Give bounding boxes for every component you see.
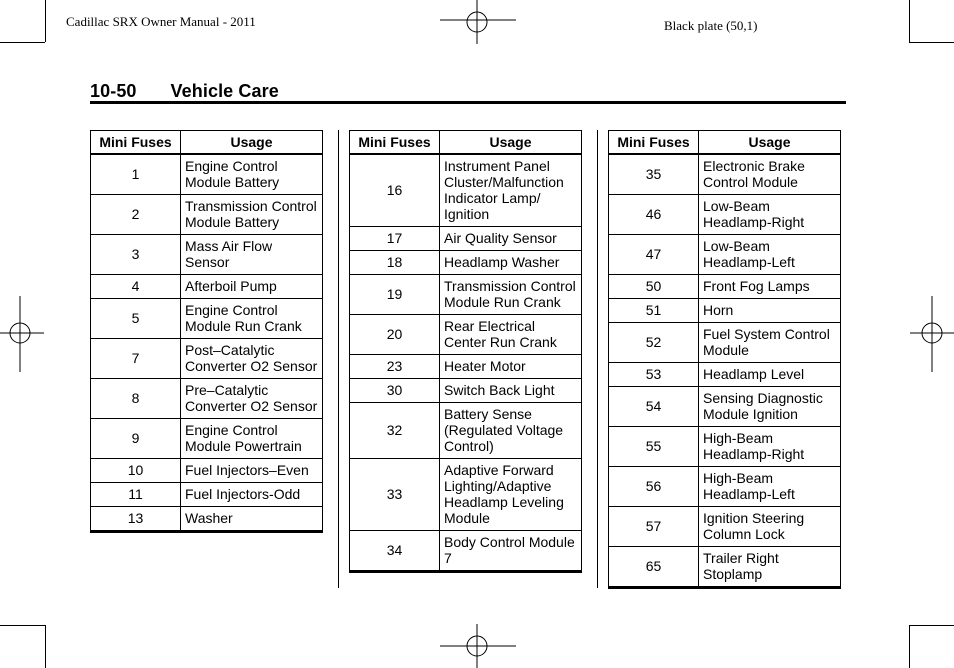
table-row: [609, 154, 841, 195]
fuse-number-cell: 8: [91, 379, 181, 419]
fuse-table-2: [349, 130, 582, 573]
table-row: [609, 507, 841, 547]
table-row: [91, 275, 323, 299]
fuse-number-cell: 13: [91, 507, 181, 532]
fuse-number-cell: 23: [350, 355, 440, 379]
heading-rule: [90, 101, 846, 104]
fuse-number-cell: 55: [609, 427, 699, 467]
table-row: [91, 195, 323, 235]
fuse-usage-cell: High-Beam Headlamp-Left: [699, 467, 841, 507]
fuse-usage-cell: Air Quality Sensor: [440, 227, 582, 251]
fuse-usage-cell: Mass Air Flow Sensor: [181, 235, 323, 275]
fuse-usage-cell: Fuel Injectors-Odd: [181, 483, 323, 507]
crop-mark: [909, 625, 954, 626]
page-number: 10-50: [90, 81, 137, 101]
fuse-usage-cell: Engine Control Module Battery: [181, 154, 323, 195]
fuse-number-cell: 30: [350, 379, 440, 403]
fuse-number-cell: 1: [91, 154, 181, 195]
fuse-usage-cell: Pre–Catalytic Converter O2 Sensor: [181, 379, 323, 419]
plate-label: Black plate (50,1): [664, 18, 758, 33]
fuse-number-cell: 19: [350, 275, 440, 315]
table-row: [350, 403, 582, 459]
fuse-number-cell: 52: [609, 323, 699, 363]
fuse-usage-cell: Heater Motor: [440, 355, 582, 379]
fuse-number-cell: 11: [91, 483, 181, 507]
fuse-number-cell: 54: [609, 387, 699, 427]
fuse-usage-cell: Washer: [181, 507, 323, 532]
fuse-number-cell: 4: [91, 275, 181, 299]
fuse-usage-cell: Rear Electrical Center Run Crank: [440, 315, 582, 355]
fuse-usage-cell: High-Beam Headlamp-Right: [699, 427, 841, 467]
fuse-number-cell: 9: [91, 419, 181, 459]
fuse-number-cell: 5: [91, 299, 181, 339]
table-row: [609, 323, 841, 363]
fuse-usage-cell: Horn: [699, 299, 841, 323]
fuse-number-cell: 65: [609, 547, 699, 588]
table-row: [609, 387, 841, 427]
table-row: [350, 355, 582, 379]
page-heading: [90, 81, 279, 102]
table-row: [350, 459, 582, 531]
fuse-number-cell: 56: [609, 467, 699, 507]
table-row: [609, 427, 841, 467]
fuse-number-cell: 34: [350, 531, 440, 572]
crop-mark: [0, 625, 45, 626]
table-row: [609, 235, 841, 275]
fuse-number-cell: 47: [609, 235, 699, 275]
column-divider: [597, 130, 598, 588]
table-row: [91, 235, 323, 275]
table-row: [609, 467, 841, 507]
column-divider: [338, 130, 339, 588]
fuse-usage-cell: Battery Sense (Regulated Voltage Control): [440, 403, 582, 459]
fuse-number-cell: 33: [350, 459, 440, 531]
table-row: [350, 251, 582, 275]
table-row: [350, 227, 582, 251]
table-row: [609, 299, 841, 323]
table-row: [91, 459, 323, 483]
table-row: [91, 154, 323, 195]
fuse-usage-cell: Body Control Module 7: [440, 531, 582, 572]
fuse-number-cell: 16: [350, 154, 440, 227]
fuse-usage-cell: Sensing Diagnostic Module Ignition: [699, 387, 841, 427]
crop-mark: [45, 0, 46, 42]
table-row: [350, 275, 582, 315]
fuse-usage-cell: Low-Beam Headlamp-Left: [699, 235, 841, 275]
registration-mark-icon: [0, 296, 44, 372]
fuse-usage-cell: Headlamp Washer: [440, 251, 582, 275]
fuse-usage-cell: Switch Back Light: [440, 379, 582, 403]
fuse-number-cell: 18: [350, 251, 440, 275]
table-row: [91, 339, 323, 379]
table-row: [350, 315, 582, 355]
fuse-usage-cell: Fuel System Control Module: [699, 323, 841, 363]
table-row: [91, 483, 323, 507]
fuse-usage-cell: Headlamp Level: [699, 363, 841, 387]
fuse-usage-cell: Front Fog Lamps: [699, 275, 841, 299]
fuse-usage-cell: Ignition Steering Column Lock: [699, 507, 841, 547]
fuse-usage-cell: Low-Beam Headlamp-Right: [699, 195, 841, 235]
table-row: [91, 419, 323, 459]
table-row: [91, 379, 323, 419]
table-row: [609, 275, 841, 299]
fuse-number-cell: 20: [350, 315, 440, 355]
table-row: [609, 547, 841, 588]
fuse-table-1: [90, 130, 323, 533]
fuse-usage-cell: Fuel Injectors–Even: [181, 459, 323, 483]
column-header-usage: Usage: [440, 131, 582, 155]
fuse-table-3: [608, 130, 841, 589]
registration-mark-icon: [440, 0, 516, 44]
column-header-mini-fuses: Mini Fuses: [350, 131, 440, 155]
fuse-number-cell: 2: [91, 195, 181, 235]
fuse-usage-cell: Afterboil Pump: [181, 275, 323, 299]
fuse-number-cell: 7: [91, 339, 181, 379]
crop-mark: [909, 625, 910, 668]
fuse-usage-cell: Post–Catalytic Converter O2 Sensor: [181, 339, 323, 379]
fuse-usage-cell: Transmission Control Module Run Crank: [440, 275, 582, 315]
fuse-usage-cell: Adaptive Forward Lighting/Adaptive Headlamp Leveling Module: [440, 459, 582, 531]
fuse-usage-cell: Trailer Right Stoplamp: [699, 547, 841, 588]
table-row: [350, 379, 582, 403]
table-header-row: [350, 131, 582, 155]
fuse-number-cell: 3: [91, 235, 181, 275]
fuse-usage-cell: Engine Control Module Run Crank: [181, 299, 323, 339]
registration-mark-icon: [910, 296, 954, 372]
table-row: [350, 154, 582, 227]
crop-mark: [909, 42, 954, 43]
fuse-number-cell: 51: [609, 299, 699, 323]
fuse-usage-cell: Electronic Brake Control Module: [699, 154, 841, 195]
table-row: [609, 363, 841, 387]
fuse-number-cell: 10: [91, 459, 181, 483]
column-header-mini-fuses: Mini Fuses: [91, 131, 181, 155]
table-row: [91, 299, 323, 339]
column-header-usage: Usage: [699, 131, 841, 155]
column-header-usage: Usage: [181, 131, 323, 155]
table-header-row: [91, 131, 323, 155]
fuse-usage-cell: Transmission Control Module Battery: [181, 195, 323, 235]
table-row: [609, 195, 841, 235]
crop-mark: [0, 42, 45, 43]
registration-mark-icon: [440, 624, 516, 668]
manual-title: Cadillac SRX Owner Manual - 2011: [66, 14, 256, 29]
fuse-number-cell: 46: [609, 195, 699, 235]
table-row: [91, 507, 323, 532]
fuse-number-cell: 50: [609, 275, 699, 299]
table-row: [350, 531, 582, 572]
crop-mark: [45, 625, 46, 668]
column-header-mini-fuses: Mini Fuses: [609, 131, 699, 155]
crop-mark: [909, 0, 910, 42]
fuse-number-cell: 17: [350, 227, 440, 251]
table-header-row: [609, 131, 841, 155]
fuse-usage-cell: Engine Control Module Powertrain: [181, 419, 323, 459]
fuse-usage-cell: Instrument Panel Cluster/Malfunction Indicator Lamp/ Ignition: [440, 154, 582, 227]
fuse-number-cell: 57: [609, 507, 699, 547]
section-title: Vehicle Care: [170, 81, 279, 101]
fuse-number-cell: 32: [350, 403, 440, 459]
fuse-number-cell: 35: [609, 154, 699, 195]
fuse-number-cell: 53: [609, 363, 699, 387]
